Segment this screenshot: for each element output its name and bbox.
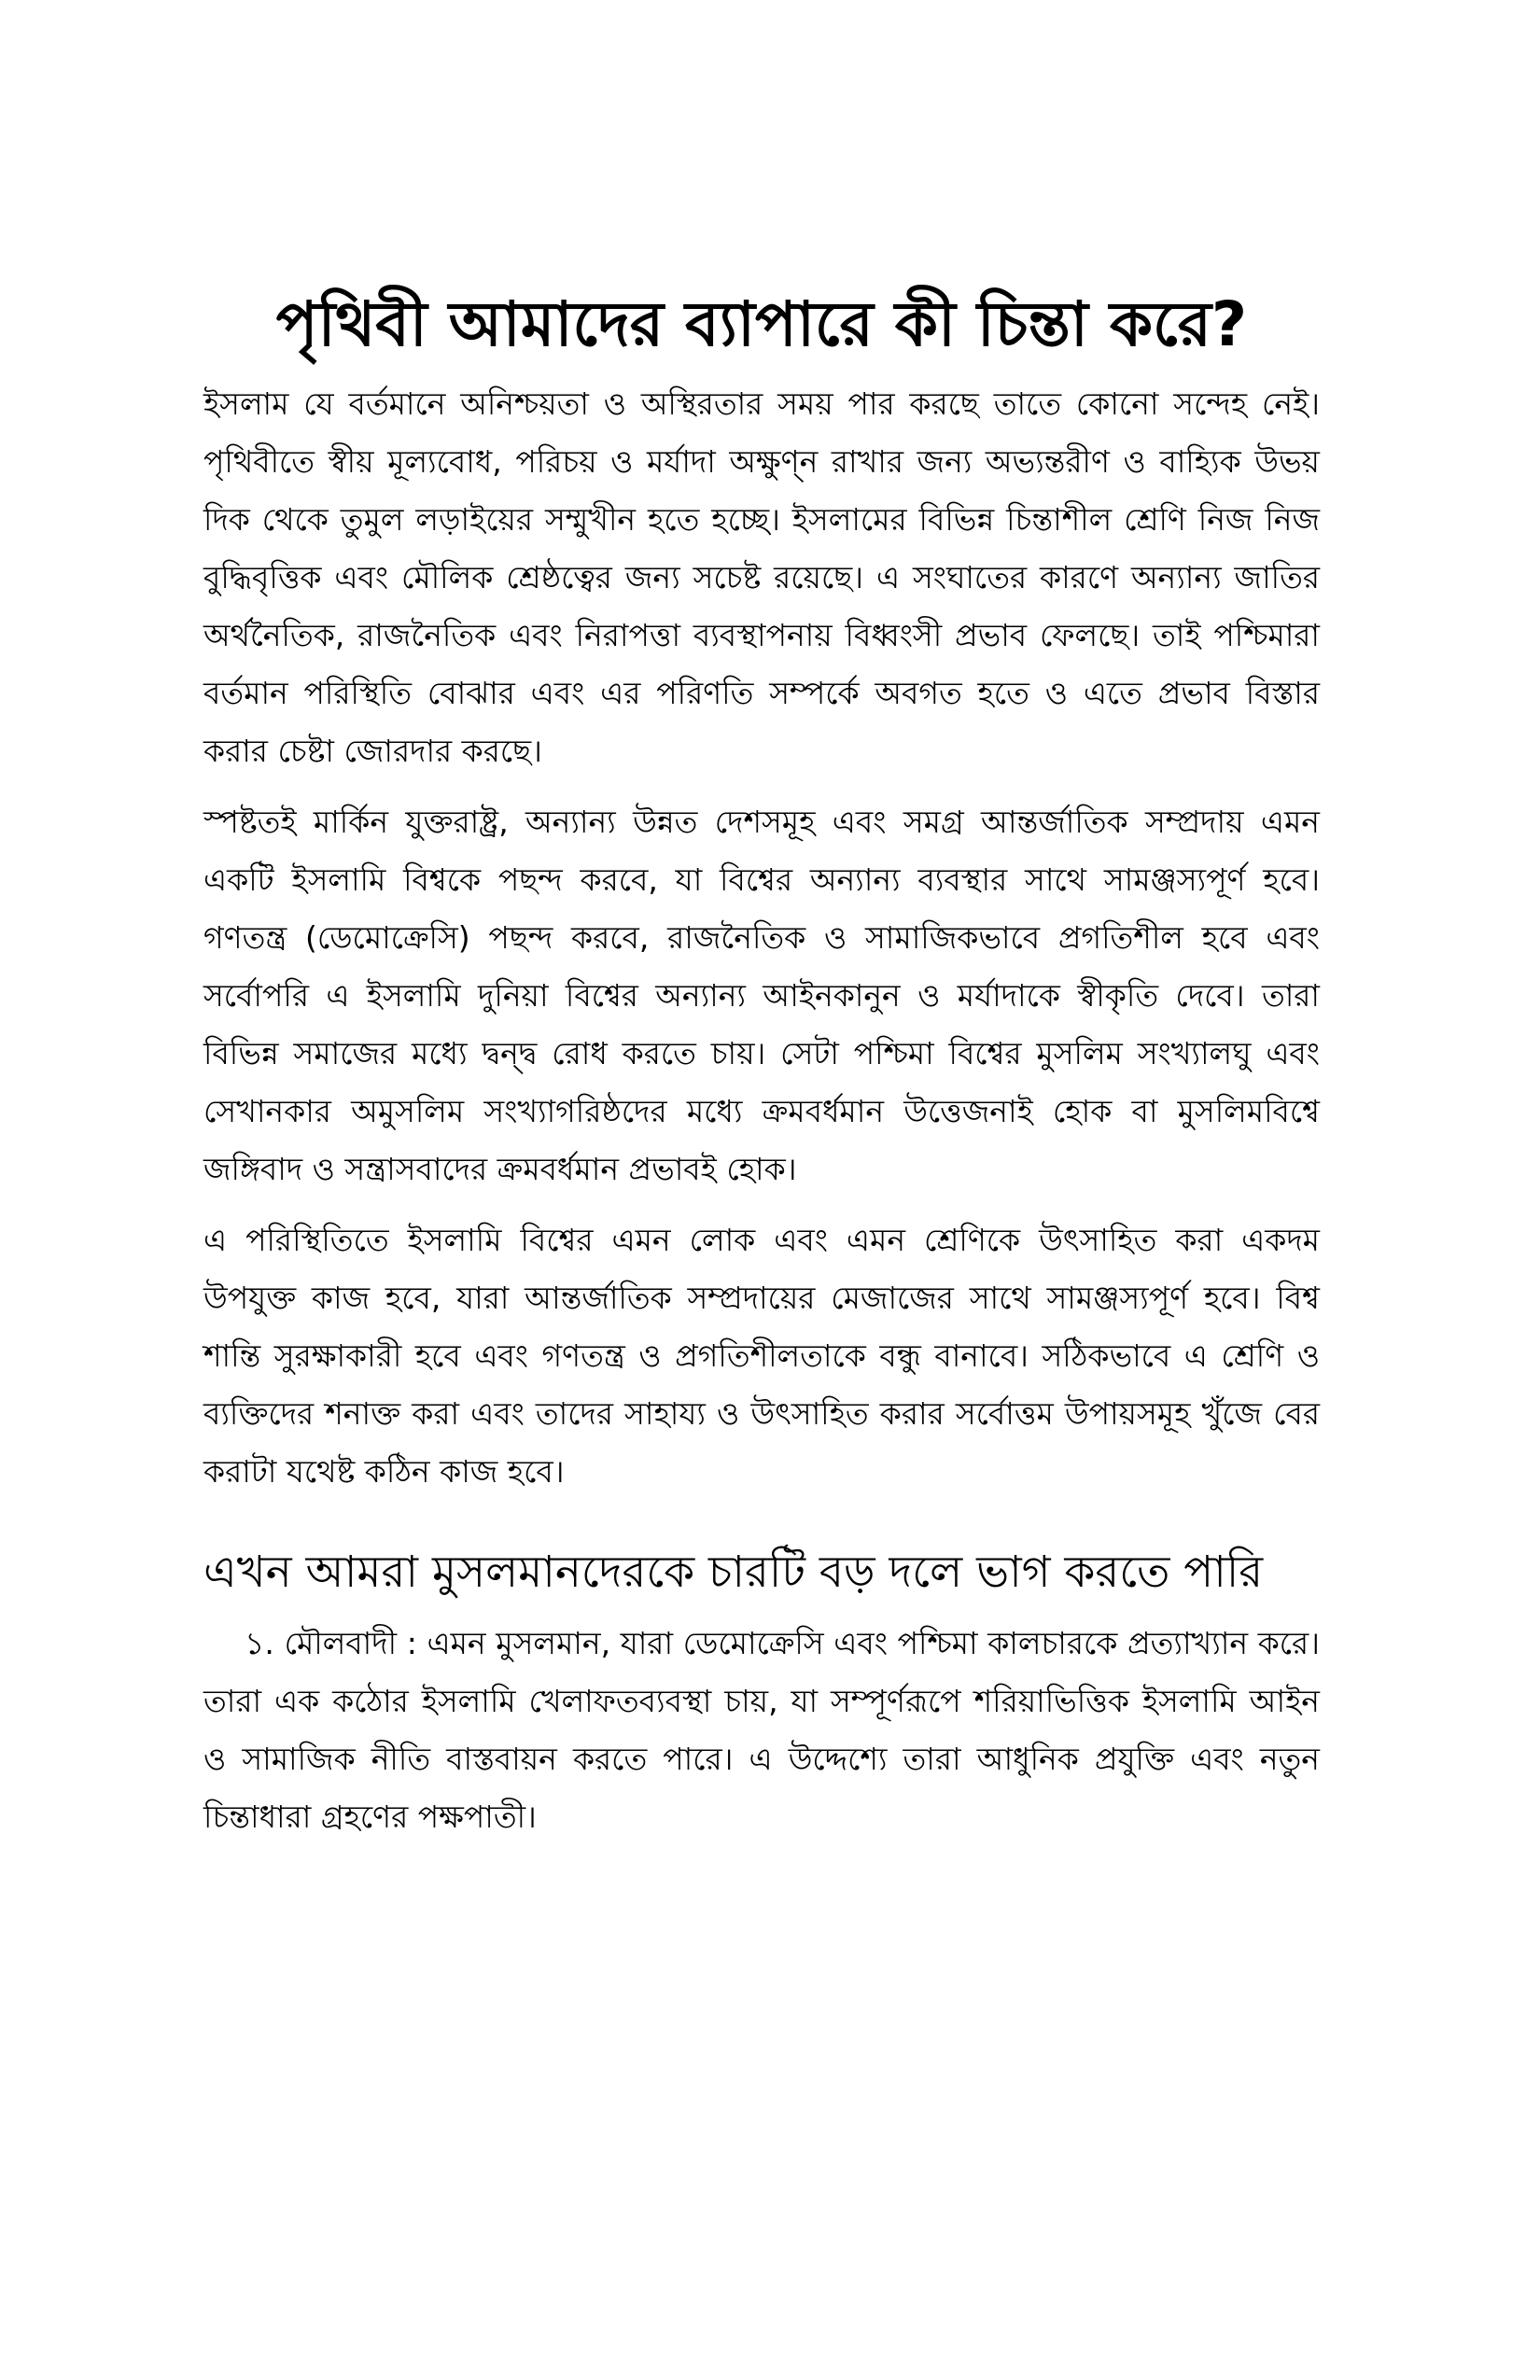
body-paragraph-1: ইসলাম যে বর্তমানে অনিশ্চয়তা ও অস্থিরতার সময় পার করছে তাতে কোনো সন্দেহ নেই। পৃথিবীতে স্বীয় মূল্যবোধ, পরিচয় ও মর্যাদা অক্ষুণ্ন রাখার জন্য অভ্যন্তরীণ ও বাহ্যিক উভয় দিক থেকে তুমুল লড়াইয়ের সম্মুখীন হতে হচ্ছে। ইসলামের বিভিন্ন চিন্তাশীল শ্রেণি নিজ নিজ বুদ্ধিবৃত্তিক এবং মৌলিক শ্রেষ্ঠত্বের জন্য সচেষ্ট রয়েছে। এ সংঘাতের কারণে অন্যান্য জাতির অর্থনৈতিক, রাজনৈতিক এবং নিরাপত্তা ব্যবস্থাপনায় বিধ্বংসী প্রভাব ফেলছে। তাই পশ্চিমারা বর্তমান পরিস্থিতি বোঝার এবং এর পরিণতি সম্পর্কে অবগত হতে ও এতে প্রভাব বিস্তার করার চেষ্টা জোরদার করছে। bbox=[203, 385, 1320, 769]
document-page bbox=[203, 280, 1320, 1846]
body-paragraph-3: এ পরিস্থিতিতে ইসলামি বিশ্বের এমন লোক এবং এমন শ্রেণিকে উৎসাহিত করা একদম উপযুক্ত কাজ হবে, যারা আন্তর্জাতিক সম্প্রদায়ের মেজাজের সাথে সামঞ্জস্যপূর্ণ হবে। বিশ্ব শান্তি সুরক্ষাকারী হবে এবং গণতন্ত্র ও প্রগতিশীলতাকে বন্ধু বানাবে। সঠিকভাবে এ শ্রেণি ও ব্যক্তিদের শনাক্ত করা এবং তাদের সাহায্য ও উৎসাহিত করার সর্বোত্তম উপায়সমূহ খুঁজে বের করাটা যথেষ্ট কঠিন কাজ হবে। bbox=[203, 1222, 1320, 1490]
list-item: ১. মৌলবাদী : এমন মুসলমান, যারা ডেমোক্রেসি এবং পশ্চিমা কালচারকে প্রত্যাখ্যান করে। তারা এক কঠোর ইসলামি খেলাফতব্যবস্থা চায়, যা সম্পূর্ণরূপে শরিয়াভিত্তিক ইসলামি আইন ও সামাজিক নীতি বাস্তবায়ন করতে পারে। এ উদ্দেশ্যে তারা আধুনিক প্রযুক্তি এবং নতুন চিন্তাধারা গ্রহণের পক্ষপাতী। bbox=[203, 1625, 1320, 1835]
section-subheading: এখন আমরা মুসলমানদেরকে চারটি বড় দলে ভাগ করতে পারি bbox=[203, 1547, 1264, 1598]
page-title: পৃথিবী আমাদের ব্যাপারে কী চিন্তা করে? bbox=[275, 288, 1248, 360]
body-paragraph-2: স্পষ্টতই মার্কিন যুক্তরাষ্ট্র, অন্যান্য উন্নত দেশসমূহ এবং সমগ্র আন্তর্জাতিক সম্প্রদায় এমন একটি ইসলামি বিশ্বকে পছন্দ করবে, যা বিশ্বের অন্যান্য ব্যবস্থার সাথে সামঞ্জস্যপূর্ণ হবে। গণতন্ত্র (ডেমোক্রেসি) পছন্দ করবে, রাজনৈতিক ও সামাজিকভাবে প্রগতিশীল হবে এবং সর্বোপরি এ ইসলামি দুনিয়া বিশ্বের অন্যান্য আইনকানুন ও মর্যাদাকে স্বীকৃতি দেবে। তারা বিভিন্ন সমাজের মধ্যে দ্বন্দ্ব রোধ করতে চায়। সেটা পশ্চিমা বিশ্বের মুসলিম সংখ্যালঘু এবং সেখানকার অমুসলিম সংখ্যাগরিষ্ঠদের মধ্যে ক্রমবর্ধমান উত্তেজনাই হোক বা মুসলিমবিশ্বে জঙ্গিবাদ ও সন্ত্রাসবাদের ক্রমবর্ধমান প্রভাবই হোক। bbox=[203, 804, 1320, 1187]
